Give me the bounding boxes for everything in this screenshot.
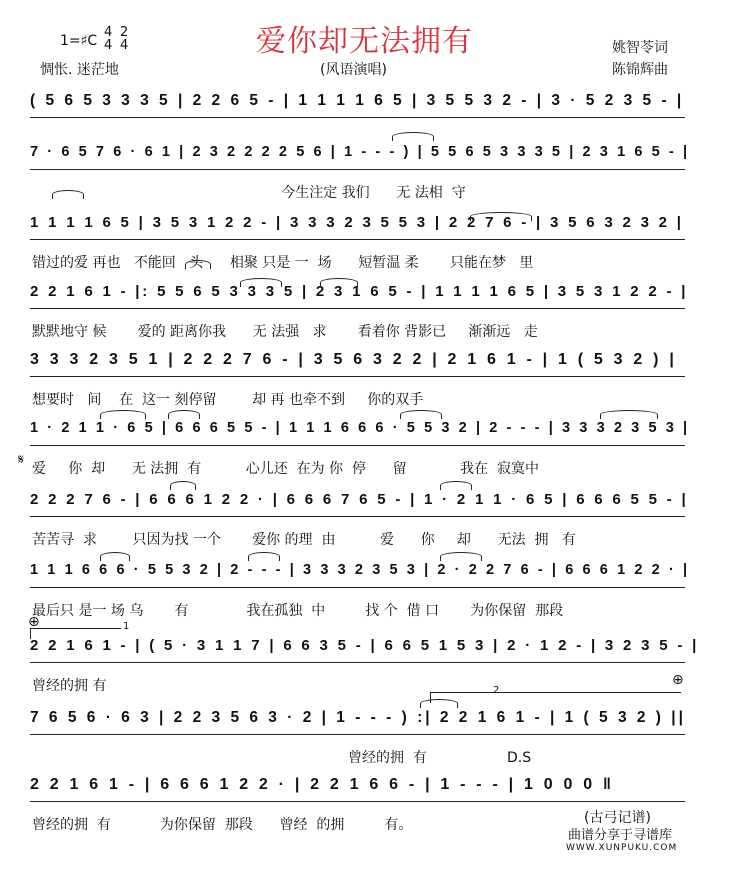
tie-slur	[440, 552, 482, 561]
notes-line: 1 · 2 1 1 · 6 5 | 6 6 6 5 5 - | 1 1 1 6 6 6 · 5 5 3 2 | 2 - - - | 3 3 3 2 3 5 3 |	[30, 420, 690, 436]
notes-line: ( 5 6 5 3 3 3 5 | 2 2 6 5 - | 1 1 1 1 6 5 | 3 5 5 3 2 - | 3 · 5 2 3 5 - |	[30, 92, 685, 109]
tie-slur	[170, 481, 196, 490]
tie-slur	[470, 212, 532, 221]
time-signature-2	[120, 26, 128, 52]
volta-1-label: 1	[123, 621, 130, 632]
beam-line	[30, 376, 685, 377]
notes-line: 1 1 1 1 6 5 | 3 5 3 1 2 2 - | 3 3 3 2 3 5 5 3 | 2 2 7 6 - | 3 5 6 3 2 3 2 |	[30, 214, 684, 231]
tie-slur	[248, 552, 280, 561]
footer-share: 曲谱分享于寻谱库	[568, 828, 673, 843]
tie-slur	[420, 699, 458, 708]
time-signature-1	[104, 26, 112, 52]
notes-line: 2 2 1 6 1 - |: 5 5 6 5 3 3 3 5 | 2 3 1 6 5 - | 1 1 1 1 6 5 | 3 5 3 1 2 2 - |	[30, 283, 689, 300]
lyrics-line: 爱 你 却 无 法拥 有 心儿还 在为 你 停 留 我在 寂寞中	[32, 461, 539, 477]
beam-line	[30, 239, 685, 240]
beam-line	[30, 445, 685, 446]
beam-line	[30, 801, 685, 802]
notes-line: 2 2 1 6 1 - | 6 6 6 1 2 2 · | 2 2 1 6 6 - | 1 - - - | 1 0 0 0 ‖	[30, 776, 615, 793]
time1-bottom: 4	[104, 38, 113, 53]
beam-line	[30, 587, 685, 588]
tie-slur	[392, 132, 434, 141]
lyrics-line: 苦苦寻 求 只因为找 一个 爱你 的理 由 爱 你 却 无法 拥 有	[32, 532, 576, 548]
lyrics-line: 最后只 是一 场 乌 有 我在孤独 中 找 个 借 口 为你保留 那段	[32, 603, 564, 619]
lyrics-line: 今生注定 我们 无 法相 守	[32, 185, 466, 201]
subtitle: (风语演唱)	[320, 62, 387, 78]
tie-slur	[320, 278, 358, 287]
lyricist: 姚智苓词	[612, 40, 668, 56]
tie-slur	[168, 410, 200, 419]
notes-line: 2 2 2 7 6 - | 6 6 6 1 2 2 · | 6 6 6 7 6 5 - | 1 · 2 1 1 · 6 5 | 6 6 6 5 5 - |	[30, 491, 689, 508]
key-signature: 1=♯C	[60, 33, 98, 49]
tie-slur	[100, 410, 146, 419]
notes-line: 7 6 5 6 · 6 3 | 2 2 3 5 6 3 · 2 | 1 - - - ) :| 2 2 1 6 1 - | 1 ( 5 3 2 ) ||	[30, 709, 686, 726]
tie-slur	[52, 190, 84, 199]
lyrics-line: 想要时 间 在 这一 刻停留 却 再 也牵不到 你的双手	[32, 392, 424, 408]
notes-line: 3 3 3 2 3 5 1 | 2 2 2 7 6 - | 3 5 6 3 2 2 | 2 1 6 1 - | 1 ( 5 3 2 ) |	[30, 351, 677, 368]
beam-line	[30, 169, 685, 170]
beam-line	[30, 662, 685, 663]
footer-site: WWW.XUNPUKU.COM	[566, 843, 678, 853]
coda-icon-2: ⊕	[672, 672, 684, 688]
composer: 陈锦辉曲	[612, 62, 668, 78]
tie-slur	[400, 410, 442, 419]
time2-top: 2	[120, 25, 129, 40]
tie-slur	[240, 278, 282, 287]
segno-icon: 𝄋	[18, 452, 25, 468]
time1-top: 4	[104, 25, 113, 40]
coda-icon: ⊕	[28, 614, 40, 630]
beam-line	[30, 516, 685, 517]
time2-bottom: 4	[120, 38, 129, 53]
lyrics-line: 默默地守 候 爱的 距离你我 无 法强 求 看着你 背影已 渐渐远 走	[32, 324, 538, 340]
volta-2	[430, 685, 681, 703]
tie-slur	[100, 552, 130, 561]
tie-slur	[600, 410, 658, 419]
notes-line: 7 · 6 5 7 6 · 6 1 | 2 3 2 2 2 2 5 6 | 1 - - - ) | 5 5 6 5 3 3 3 5 | 2 3 1 6 5 - |	[30, 144, 690, 160]
lyrics-line: 曾经的拥 有 D.S	[32, 750, 532, 766]
lyrics-line: 曾经的拥 有	[32, 678, 107, 694]
recorder-credit: (古弓记谱)	[584, 810, 651, 826]
lyrics-line: 错过的爱 再也 不能回 头 相聚 只是 一 场 短暂温 柔 只能在梦 里	[32, 255, 534, 271]
notes-line: 1 1 1 6 6 6 · 5 5 3 2 | 2 - - - | 3 3 3 2 3 5 3 | 2 · 2 2 7 6 - | 6 6 6 1 2 2 · |	[30, 562, 690, 578]
song-title: 爱你却无法拥有	[256, 24, 473, 59]
beam-line	[30, 308, 685, 309]
beam-line	[30, 734, 685, 735]
notes-line: 2 2 1 6 1 - | ( 5 · 3 1 1 7 | 6 6 3 5 - | 6 6 5 1 5 3 | 2 · 1 2 - | 3 2 3 5 - |	[30, 637, 700, 654]
mood-marking: 惆怅. 迷茫地	[40, 62, 119, 78]
volta-2-label: 2	[493, 685, 500, 696]
volta-1	[30, 621, 130, 639]
lyrics-line: 曾经的拥 有 为你保留 那段 曾经 的拥 有。	[32, 817, 413, 833]
tie-slur	[185, 260, 211, 269]
tie-slur	[440, 481, 472, 490]
beam-line	[30, 117, 685, 118]
